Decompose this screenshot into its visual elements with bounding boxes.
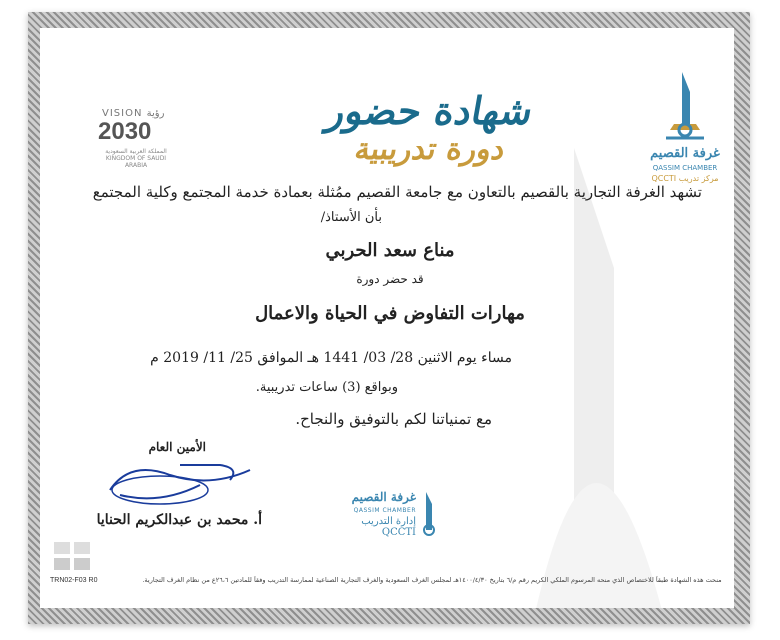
attended-label: قد حضر دورة	[356, 272, 424, 286]
training-logo-english: QASSIM CHAMBER	[353, 507, 416, 514]
certificate-title	[310, 84, 550, 184]
handwritten-signature	[100, 450, 270, 510]
qassim-tower-icon	[630, 68, 734, 148]
vision-2030-logo	[92, 108, 176, 168]
training-logo-sub: إدارة التدريب QCCTI	[361, 516, 416, 538]
recipient-prefix: بأن الأستاذ/	[320, 210, 382, 225]
quality-stamps	[52, 540, 92, 572]
qassim-logo-sub: مركز تدريب QCCTI	[651, 174, 719, 183]
title-training-course: دورة تدريبية	[352, 132, 508, 167]
qassim-logo-arabic: غرفة القصيم	[650, 146, 720, 161]
form-code: TRN02-F03 R0	[50, 577, 98, 584]
signatory-title: الأمين العام	[148, 440, 206, 454]
vision-year: 2030	[98, 118, 152, 145]
wishes-text: مع تمنياتنا لكم بالتوفيق والنجاح.	[295, 410, 492, 428]
course-hours: وبواقع (3) ساعات تدريبية.	[255, 380, 398, 395]
title-attendance: شهادة حضور	[323, 88, 537, 133]
training-logo-arabic: غرفة القصيم	[351, 490, 416, 504]
signatory-name: أ. محمد بن عبدالكريم الحنايا	[96, 512, 262, 528]
qassim-logo-english: QASSIM CHAMBER	[652, 164, 718, 172]
legal-footnote: منحت هذه الشهادة طبقاً للاختصاص الذي منحه المرسوم الملكي الكريم رقم م/٦ بتاريخ ١٤٠٠/٤/٣٠هـ لمجلس الغرف السعودية والغرف التجارية الصناعية لممارسة التدريب وفقاً للمادتين ٢٦،٦ع من نظام الغرف التجارية.	[142, 576, 722, 584]
qassim-chamber-logo	[630, 68, 734, 188]
training-tower-icon	[418, 490, 442, 538]
course-date: مساء يوم الاثنين 28/ 03/ 1441 هـ الموافق 25/ 11/ 2019 م	[150, 350, 512, 366]
recipient-name: مناع سعد الحربي	[325, 240, 455, 261]
vision-subtitle: المملكة العربية السعودية KINGDOM OF SAUDI ARABIA	[105, 148, 167, 169]
certify-statement: تشهد الغرفة التجارية بالقصيم بالتعاون مع جامعة القصيم ممُثلة بعمادة خدمة المجتمع وكلية المجتمع	[92, 183, 702, 201]
tower-watermark	[514, 148, 674, 608]
vision-title: VISION رؤية	[102, 108, 165, 119]
course-name: مهارات التفاوض في الحياة والاعمال	[255, 303, 525, 324]
training-department-logo	[332, 490, 444, 545]
